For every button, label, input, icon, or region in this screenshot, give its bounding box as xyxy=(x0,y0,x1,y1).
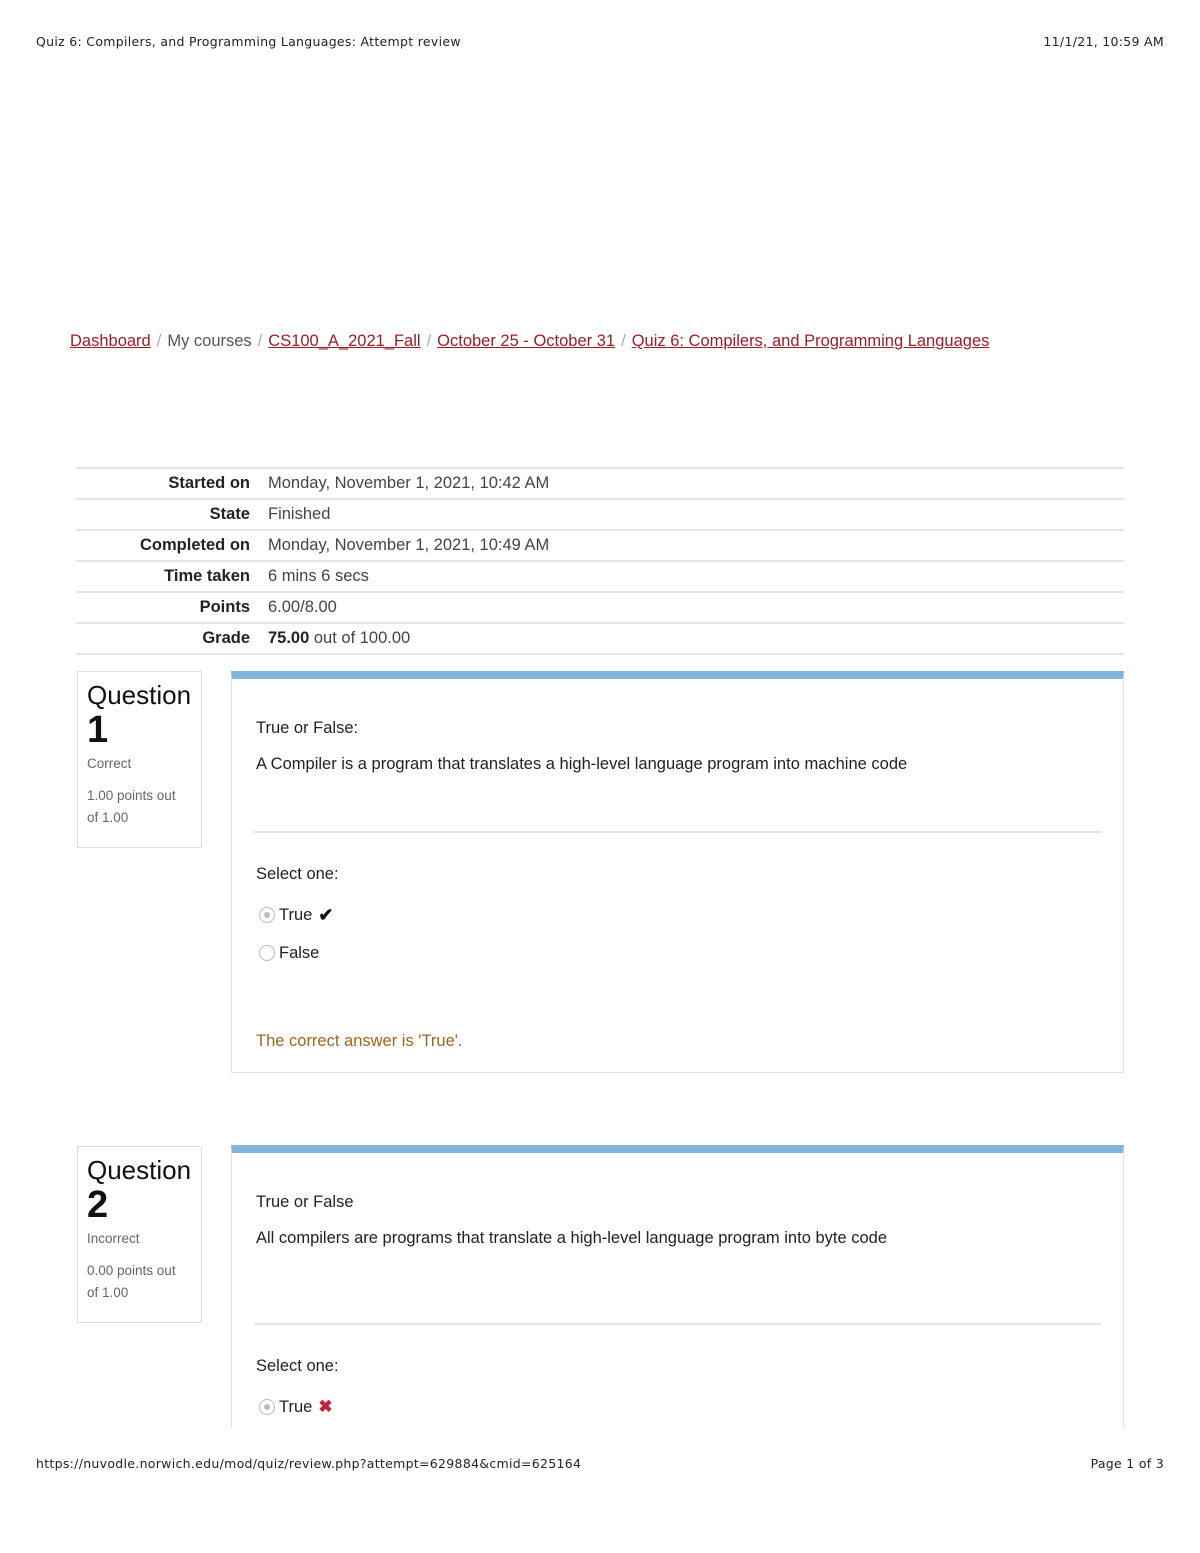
grade-score: 75.00 xyxy=(268,629,310,647)
attempt-summary-table xyxy=(76,467,1124,655)
question-grade xyxy=(87,785,193,829)
breadcrumb-week[interactable]: October 25 - October 31 xyxy=(437,332,616,350)
question-info xyxy=(77,671,202,848)
summary-label: Completed on xyxy=(140,536,250,554)
summary-row-grade xyxy=(76,623,1124,654)
answer-block xyxy=(232,1357,1123,1426)
radio-button[interactable] xyxy=(259,945,275,961)
summary-label: Grade xyxy=(202,629,250,647)
summary-value: 6.00/8.00 xyxy=(268,598,337,616)
divider xyxy=(254,831,1101,833)
answer-option[interactable] xyxy=(256,1388,1099,1426)
print-page-number: Page 1 of 3 xyxy=(1090,1456,1164,1471)
question-state: Incorrect xyxy=(87,1231,140,1246)
summary-value: Monday, November 1, 2021, 10:49 AM xyxy=(268,536,550,554)
print-header xyxy=(36,34,1164,49)
summary-row-completed xyxy=(76,530,1124,561)
summary-row-time xyxy=(76,561,1124,592)
answer-option-label: False xyxy=(279,943,320,962)
question-content xyxy=(231,1145,1124,1428)
question-text-line: True or False xyxy=(256,1193,354,1211)
breadcrumb-course[interactable]: CS100_A_2021_Fall xyxy=(268,332,421,350)
print-footer xyxy=(36,1456,1164,1471)
question-state: Correct xyxy=(87,756,132,771)
print-datetime: 11/1/21, 10:59 AM xyxy=(1043,34,1164,49)
question-text xyxy=(232,1153,1123,1323)
summary-label: Points xyxy=(199,598,250,616)
breadcrumb-separator: / xyxy=(621,332,626,350)
question-grade xyxy=(87,1260,193,1304)
breadcrumb-separator: / xyxy=(426,332,432,350)
summary-row-points xyxy=(76,592,1124,623)
answer-option-label: True xyxy=(279,1397,313,1416)
summary-row-state xyxy=(76,499,1124,530)
answer-block xyxy=(232,865,1123,972)
divider xyxy=(254,1323,1101,1325)
summary-label: Time taken xyxy=(164,567,250,585)
select-one-prompt: Select one: xyxy=(256,1357,339,1375)
question-text xyxy=(232,679,1123,831)
answer-option-label: True xyxy=(279,905,313,924)
question-text-line: A Compiler is a program that translates a high-level language program into machine code xyxy=(256,755,908,773)
question-label: Question xyxy=(87,1155,192,1185)
breadcrumb-separator: / xyxy=(257,332,263,350)
question-grade-line: 0.00 points out xyxy=(87,1263,176,1278)
right-answer-text: The correct answer is 'True'. xyxy=(256,1032,463,1050)
question-grade-line: of 1.00 xyxy=(87,1285,129,1300)
summary-label: State xyxy=(209,505,250,523)
question-number: 1 xyxy=(87,709,109,751)
breadcrumb-separator: / xyxy=(156,332,162,350)
print-url: https://nuvodle.norwich.edu/mod/quiz/review.php?attempt=629884&cmid=625164 xyxy=(36,1456,582,1471)
breadcrumb-quiz[interactable]: Quiz 6: Compilers, and Programming Languages xyxy=(631,332,990,350)
breadcrumb-dashboard[interactable]: Dashboard xyxy=(70,332,151,350)
breadcrumb xyxy=(70,332,989,351)
grade-out-of: out of 100.00 xyxy=(309,629,411,647)
select-one-prompt: Select one: xyxy=(256,865,339,883)
summary-value: 6 mins 6 secs xyxy=(268,567,369,585)
summary-value: Finished xyxy=(268,505,331,523)
checkmark-icon: ✔ xyxy=(318,904,334,925)
summary-label: Started on xyxy=(168,474,250,492)
question-grade-line: of 1.00 xyxy=(87,810,129,825)
question-text-line: All compilers are programs that translate a high-level language program into byte code xyxy=(256,1229,888,1247)
cross-icon: ✖ xyxy=(318,1397,333,1416)
question-content xyxy=(231,671,1124,1073)
summary-value xyxy=(250,623,1124,654)
question-number: 2 xyxy=(87,1184,109,1226)
radio-button[interactable] xyxy=(259,907,275,923)
summary-value: Monday, November 1, 2021, 10:42 AM xyxy=(268,474,550,492)
answer-option[interactable] xyxy=(256,896,1099,934)
question-text-line: True or False: xyxy=(256,719,359,737)
question-label: Question xyxy=(87,680,192,710)
question-grade-line: 1.00 points out xyxy=(87,788,176,803)
question-info xyxy=(77,1146,202,1323)
print-title: Quiz 6: Compilers, and Programming Languages: Attempt review xyxy=(36,34,461,49)
summary-row-started xyxy=(76,468,1124,499)
breadcrumb-my-courses: My courses xyxy=(167,332,252,350)
feedback-block xyxy=(232,1032,1123,1051)
answer-option[interactable] xyxy=(256,934,1099,972)
radio-button[interactable] xyxy=(259,1399,275,1415)
